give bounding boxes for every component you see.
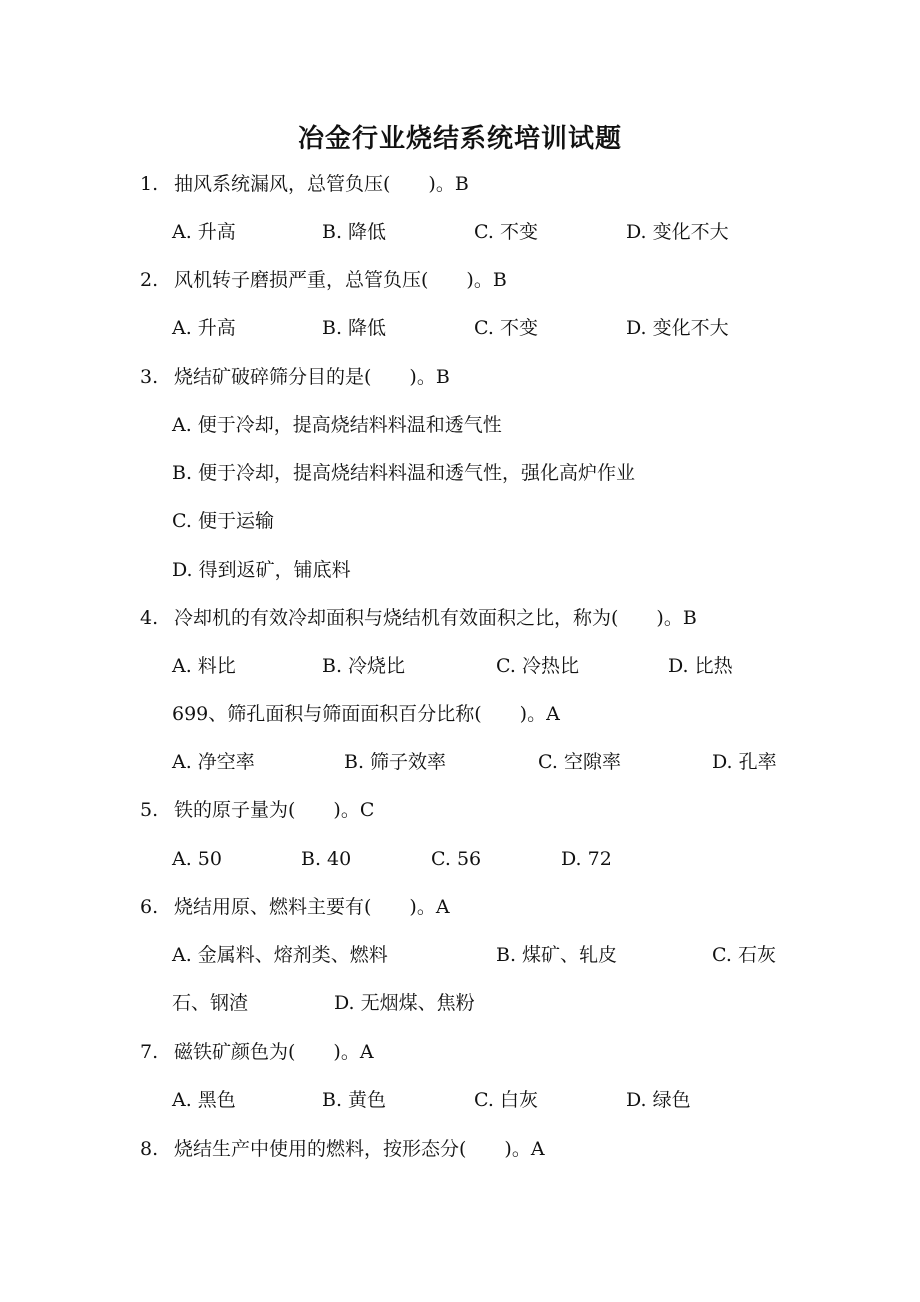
option-c-continued: 石、钢渣: [172, 992, 249, 1014]
option-a: A. 升高: [172, 317, 236, 339]
question-number: 8.: [140, 1138, 159, 1160]
question-3: [140, 365, 450, 389]
question-number: 2.: [140, 269, 159, 291]
question-5: [140, 798, 374, 822]
option-b: B. 降低: [322, 317, 387, 339]
option-b: B. 便于冷却，提高烧结料料温和透气性，强化高炉作业: [172, 462, 636, 484]
option-c: C. 冷热比: [496, 655, 579, 677]
question-text: 烧结矿破碎筛分目的是( )。B: [174, 366, 450, 388]
question-text: 冷却机的有效冷却面积与烧结机有效面积之比，称为( )。B: [174, 607, 697, 629]
option-b: B. 冷烧比: [322, 655, 406, 677]
option-b: B. 40: [301, 848, 352, 870]
option-a: A. 净空率: [172, 751, 255, 773]
option-c: C. 空隙率: [538, 751, 621, 773]
option-b: B. 黄色: [322, 1089, 387, 1111]
question-number: 1.: [140, 173, 159, 195]
question-8: [140, 1137, 545, 1161]
option-d: D. 变化不大: [626, 221, 729, 243]
option-c: C. 便于运输: [172, 510, 274, 532]
question-1: [140, 172, 469, 196]
option-c: C. 56: [431, 848, 482, 870]
question-number: 5.: [140, 799, 159, 821]
option-b: B. 降低: [322, 221, 387, 243]
question-2: [140, 268, 507, 292]
question-number: 4.: [140, 607, 159, 629]
question-text: 铁的原子量为( )。C: [174, 799, 375, 821]
option-c: C. 白灰: [474, 1089, 538, 1111]
option-d: D. 得到返矿，铺底料: [172, 559, 351, 581]
option-d: D. 比热: [668, 655, 733, 677]
question-text: 磁铁矿颜色为( )。A: [174, 1041, 374, 1063]
question-text: 抽风系统漏风，总管负压( )。B: [174, 173, 469, 195]
option-a: A. 升高: [172, 221, 236, 243]
option-b: B. 煤矿、轧皮: [496, 944, 618, 966]
question-text: 烧结用原、燃料主要有( )。A: [174, 896, 450, 918]
option-b: B. 筛子效率: [344, 751, 447, 773]
question-text: 风机转子磨损严重，总管负压( )。B: [174, 269, 507, 291]
option-a: A. 金属料、熔剂类、燃料: [172, 944, 388, 966]
question-number: 7.: [140, 1041, 159, 1063]
question-number: 6.: [140, 896, 159, 918]
option-d: D. 72: [561, 848, 612, 870]
option-d: D. 孔率: [712, 751, 777, 773]
option-c: C. 不变: [474, 317, 538, 339]
question-699: 699、筛孔面积与筛面面积百分比称( )。A: [172, 703, 560, 725]
option-d: D. 变化不大: [626, 317, 729, 339]
option-a: A. 料比: [172, 655, 236, 677]
option-d: D. 无烟煤、焦粉: [334, 992, 475, 1014]
question-text: 烧结生产中使用的燃料，按形态分( )。A: [174, 1138, 545, 1160]
question-6: [140, 895, 450, 919]
question-4: [140, 606, 697, 630]
document-title: 冶金行业烧结系统培训试题: [297, 124, 622, 154]
question-7: [140, 1040, 374, 1064]
option-d: D. 绿色: [626, 1089, 691, 1111]
question-number: 3.: [140, 366, 159, 388]
option-a: A. 50: [172, 848, 222, 870]
option-c: C. 不变: [474, 221, 538, 243]
option-c: C. 石灰: [712, 944, 776, 966]
option-a: A. 黑色: [172, 1089, 236, 1111]
option-a: A. 便于冷却，提高烧结料料温和透气性: [172, 414, 502, 436]
